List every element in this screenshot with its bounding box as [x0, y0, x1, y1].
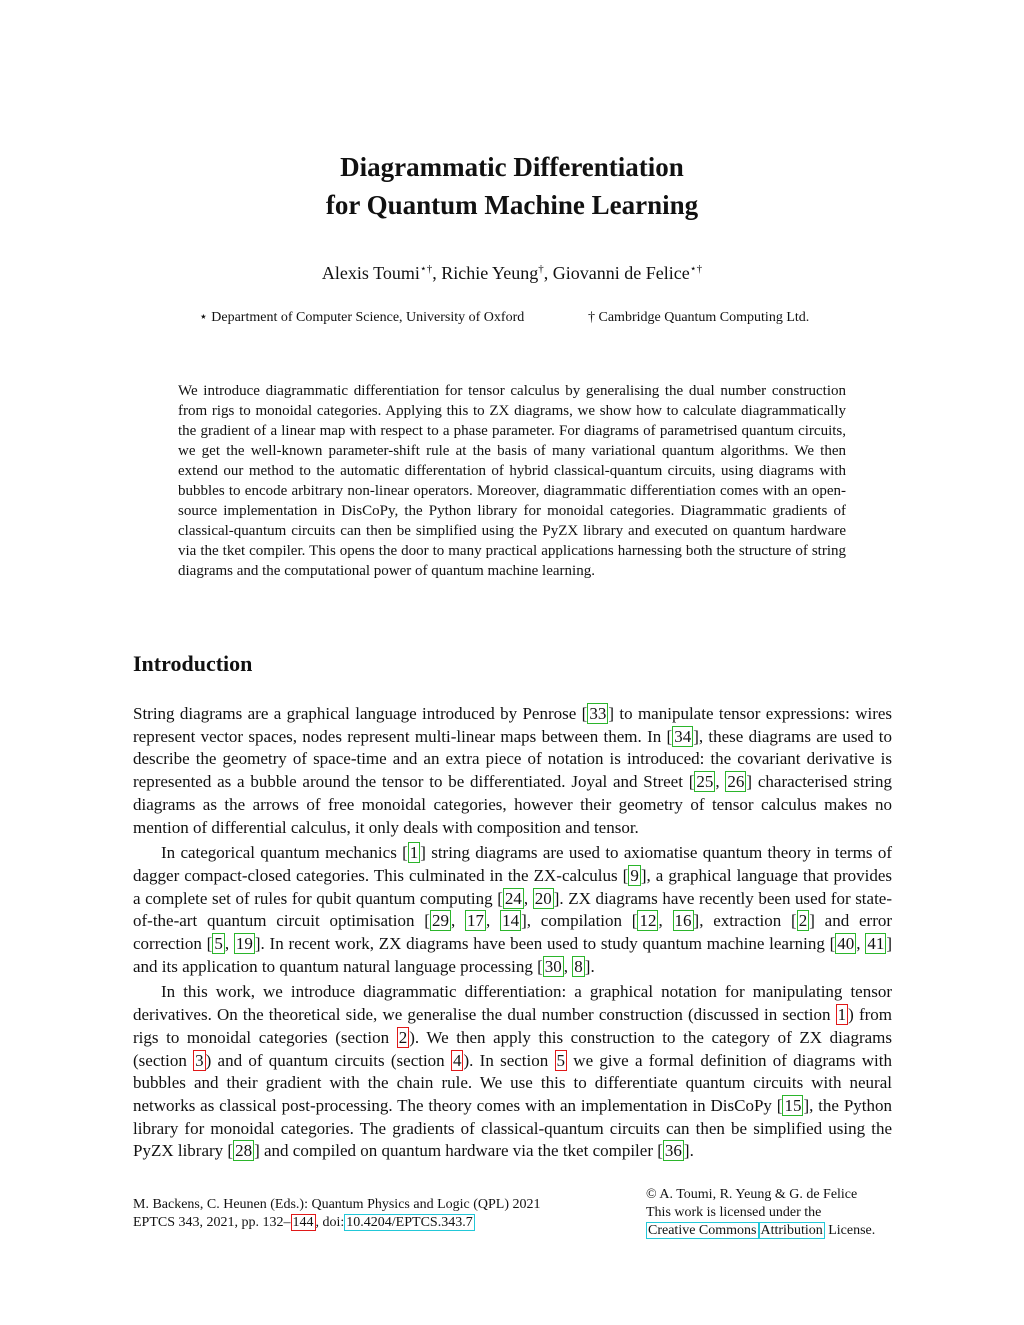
paragraph-text: ] and error correction [	[133, 911, 893, 954]
last-page-link[interactable]: 144	[292, 1215, 314, 1230]
paragraph-text: ,	[486, 911, 501, 931]
paragraph-text: In categorical quantum mechanics [	[161, 843, 408, 863]
section-link[interactable]: 4	[452, 1050, 462, 1070]
section-link[interactable]: 1	[837, 1005, 847, 1025]
citation-link[interactable]: 15	[784, 1095, 802, 1115]
citation-link[interactable]: 16	[674, 911, 692, 931]
citation-link[interactable]: 41	[867, 934, 885, 954]
citation-link[interactable]: 28	[235, 1141, 253, 1161]
paragraph-text: ) and of quantum circuits (section	[205, 1050, 451, 1070]
copyright-notice: © A. Toumi, R. Yeung & G. de Felice	[646, 1187, 858, 1202]
citation-link[interactable]: 20	[534, 888, 552, 908]
paragraph-text: ], compilation [	[521, 911, 638, 931]
license-info	[646, 1186, 875, 1240]
paragraph-text: ], the Python library for monoidal categories. The gradients of classical-quantum circuits can then be simplified using the PyZX library [	[133, 1095, 893, 1161]
paragraph-2	[133, 842, 892, 978]
paragraph-text: ,	[715, 772, 726, 792]
paragraph-text: ). In section	[463, 1050, 555, 1070]
paragraph-text: we give a formal definition of diagrams with bubbles and their gradient with the chain rule. We use this to differentiate quantum circuits with neural networks as classical post-processing. The theory comes with an implementation in DisCoPy [	[133, 1050, 892, 1115]
paragraph-text: ). We then apply this construction to the category of ZX diagrams (section	[133, 1027, 892, 1070]
license-text: This work is licensed under the	[646, 1205, 822, 1220]
section-link[interactable]: 5	[556, 1050, 566, 1070]
paragraph-text: ,	[563, 956, 573, 976]
author-list	[0, 256, 1024, 286]
creative-commons-link[interactable]: Creative Commons	[648, 1223, 757, 1238]
citation-link[interactable]: 26	[727, 772, 745, 792]
publication-pages	[133, 1214, 541, 1232]
author-separator: ,	[543, 263, 553, 283]
paragraph-text: ].	[683, 1141, 694, 1161]
paragraph-text: ,	[523, 888, 533, 908]
abstract-text: We introduce diagrammatic differentiation for tensor calculus by generalising the dual number construction from rigs to monoidal categories. Applying this to ZX diagrams, we show how to calculate diagrammatically the gradient of a linear map with respect to a phase parameter. For diagrams of parametrised quantum circuits, we get the well-known parameter-shift rule at the basis of many variational quantum algorithms. We then extend our method to the automatic differentation of hybrid classical-quantum circuits, using diagrams with bubbles to encode arbitrary non-linear operators. Moreover, diagrammatic differentiation comes with an open-source implementation in DisCoPy, the Python library for monoidal categories. Diagrammatic gradients of classical-quantum circuits can then be simplified using the PyZX library and executed on quantum hardware via the tket compiler. This opens the door to many practical applications harnessing both the structure of string diagrams and the computational power of quantum machine learning.	[178, 383, 846, 579]
license-suffix: License.	[824, 1223, 876, 1238]
paragraph-text: ,	[450, 911, 466, 931]
paragraph-text: ]. ZX diagrams have recently been used for state-of-the-art quantum circuit optimisation [	[133, 888, 893, 931]
paragraph-text: ,	[224, 934, 234, 954]
paragraph-1	[133, 703, 892, 839]
author-separator: ,	[432, 263, 442, 283]
citation-link[interactable]: 24	[504, 888, 522, 908]
citation-link[interactable]: 40	[837, 934, 855, 954]
section-heading-introduction: Introduction	[133, 651, 253, 676]
author-marks: ⋆†	[689, 263, 703, 275]
attribution-link[interactable]: Attribution	[760, 1223, 823, 1238]
doi-link[interactable]: 10.4204/EPTCS.343.7	[346, 1215, 473, 1230]
paragraph-text: ,	[658, 911, 673, 931]
citation-link[interactable]: 17	[467, 911, 485, 931]
citation-link[interactable]: 5	[214, 934, 223, 954]
title-line-2: for Quantum Machine Learning	[325, 190, 699, 220]
citation-link[interactable]: 30	[544, 956, 562, 976]
paragraph-3	[133, 981, 892, 1163]
pages-prefix: EPTCS 343, 2021, pp. 132–	[133, 1215, 291, 1230]
citation-link[interactable]: 34	[674, 726, 692, 746]
paper-title	[0, 148, 1024, 224]
paragraph-text: ], these diagrams are used to describe the geometry of space-time and an extra piece of notation is introduced: the covariant derivative is represented as a bubble around the tensor to be differentiated. Joyal and Street [	[133, 726, 892, 792]
citation-link[interactable]: 2	[798, 911, 808, 931]
affiliation-oxford: ⋆ Department of Computer Science, University of Oxford	[199, 310, 525, 325]
paragraph-text: ] string diagrams are used to axiomatise quantum theory in terms of dagger compact-closed categories. This culminated in the ZX-calculus [	[133, 843, 892, 885]
citation-link[interactable]: 29	[431, 911, 449, 931]
author-marks: ⋆†	[419, 263, 433, 275]
section-link[interactable]: 3	[195, 1050, 204, 1070]
paragraph-text: ], extraction [	[693, 911, 797, 931]
citation-link[interactable]: 33	[589, 704, 607, 723]
paragraph-text: ]. In recent work, ZX diagrams have been used to study quantum machine learning [	[254, 934, 836, 954]
paragraph-text: String diagrams are a graphical language introduced by Penrose	[133, 704, 582, 723]
citation-link[interactable]: 1	[409, 843, 419, 863]
paragraph-text: ] characterised string diagrams as the arrows of free monoidal categories, however their geometry of tensor calculus makes no mention of differential calculus, it only deals with composition and tensor.	[133, 772, 893, 837]
title-line-1: Diagrammatic Differentiation	[340, 152, 684, 182]
paragraph-text: In this work, we introduce diagrammatic differentiation: a graphical notation for manipulating tensor derivatives. On the theoretical side, we generalise the dual number construction (discussed in section	[133, 982, 892, 1025]
affiliation-cqc: † Cambridge Quantum Computing Ltd.	[588, 310, 810, 325]
paragraph-text: [	[581, 704, 588, 723]
paragraph-text: ] and compiled on quantum hardware via the tket compiler [	[254, 1141, 663, 1161]
paragraph-text: ] to manipulate tensor expressions: wires represent vector spaces, nodes represent multi-linear maps between them. In [	[133, 704, 893, 746]
introduction-body	[133, 703, 892, 1166]
citation-link[interactable]: 36	[664, 1141, 682, 1161]
author-name: Richie Yeung	[441, 263, 539, 283]
paragraph-text: ].	[584, 956, 595, 976]
section-link[interactable]: 2	[398, 1027, 408, 1047]
author-name: Alexis Toumi	[321, 263, 420, 283]
citation-link[interactable]: 12	[639, 911, 657, 931]
paragraph-text: ] and its application to quantum natural language processing [	[133, 934, 892, 976]
abstract	[178, 381, 846, 581]
doi-prefix: , doi:	[315, 1215, 345, 1230]
citation-link[interactable]: 19	[235, 934, 253, 954]
citation-link[interactable]: 8	[574, 956, 583, 976]
publication-venue: M. Backens, C. Heunen (Eds.): Quantum Physics and Logic (QPL) 2021	[133, 1197, 541, 1212]
paragraph-text: ], a graphical language that provides a complete set of rules for qubit quantum computing [	[133, 865, 892, 908]
citation-link[interactable]: 9	[630, 865, 639, 885]
citation-link[interactable]: 25	[696, 772, 714, 792]
author-marks: †	[538, 263, 544, 275]
paragraph-text: ) from rigs to monoidal categories (section	[133, 1005, 892, 1047]
publication-info	[133, 1196, 541, 1232]
license-links	[646, 1222, 875, 1240]
paragraph-text: ,	[856, 934, 866, 954]
citation-link[interactable]: 14	[502, 911, 520, 931]
author-name: Giovanni de Felice	[552, 263, 690, 283]
